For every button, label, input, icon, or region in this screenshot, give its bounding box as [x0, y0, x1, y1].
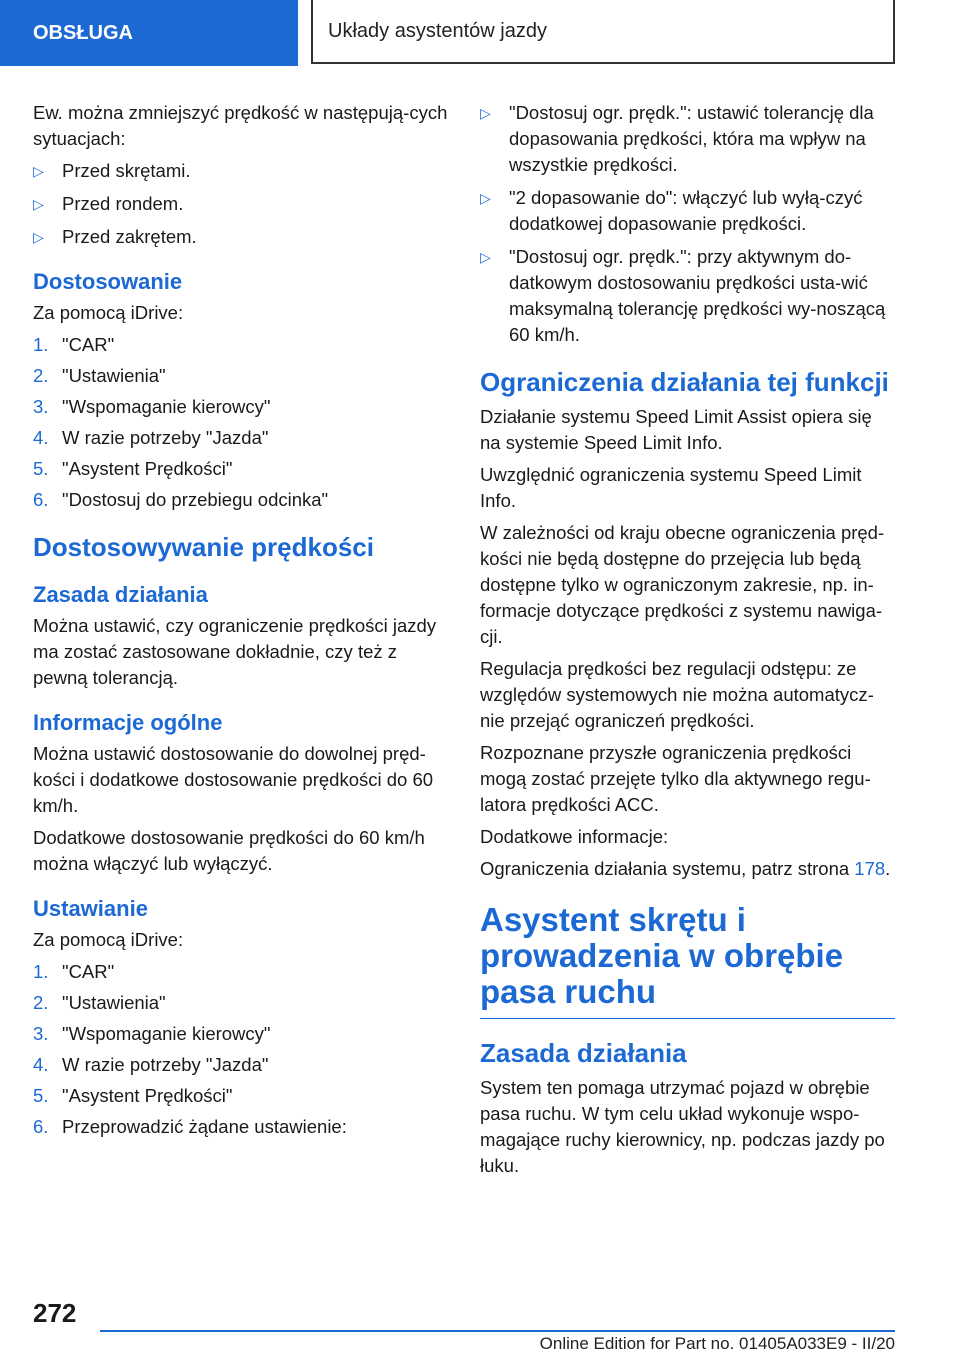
- edition-note: Online Edition for Part no. 01405A033E9 - II/20: [539, 1334, 895, 1353]
- list-item: ▷ "Dostosuj ogr. prędk.": przy aktywnym do-datkowym dostosowaniu prędkości usta-wić maksymalną tolerancję prędkości wy-noszącą 60 km/h.: [480, 246, 886, 345]
- chapter-tab[interactable]: Układy asystentów jazdy: [311, 0, 895, 64]
- paragraph: Działanie systemu Speed Limit Assist opiera się na systemie Speed Limit Info.: [480, 406, 872, 453]
- paragraph: System ten pomaga utrzymać pojazd w obrębie pasa ruchu. W tym celu układ wykonuje wspo-magające ruchy kierownicy, np. podczas jazdy po łuku.: [480, 1077, 885, 1176]
- heading-informacje-ogolne: Informacje ogólne: [33, 710, 223, 735]
- page-header: [0, 0, 960, 66]
- cross-reference: Ograniczenia działania systemu, patrz strona 178.: [480, 858, 891, 879]
- list-item: 6. Przeprowadzić żądane ustawienie:: [33, 1116, 347, 1137]
- paragraph: Rozpoznane przyszłe ograniczenia prędkości mogą zostać przejęte tylko dla aktywnego regu-latora prędkości ACC.: [480, 742, 871, 815]
- list-item: ▷ Przed skrętami.: [33, 158, 448, 184]
- heading-limitations: Ograniczenia działania tej funkcji: [480, 367, 889, 397]
- page-link[interactable]: 178: [854, 858, 886, 879]
- options-list: [480, 100, 895, 348]
- heading-lane-assistant: Asystent skrętu i prowadzenia w obrębie pasa ruchu: [480, 902, 895, 1019]
- footer-divider: [100, 1330, 895, 1332]
- list-item: 1. "CAR": [33, 961, 115, 982]
- list-item: 4. W razie potrzeby "Jazda": [33, 1054, 269, 1075]
- list-item: ▷ "2 dopasowanie do": włączyć lub wyłą-czyć dodatkowej dopasowanie prędkości.: [480, 187, 863, 234]
- list-item: 2. "Ustawienia": [33, 992, 166, 1013]
- paragraph: Uwzględnić ograniczenia systemu Speed Limit Info.: [480, 464, 862, 511]
- triangle-bullet-icon: ▷: [33, 229, 44, 245]
- idrive-intro: Za pomocą iDrive:: [33, 302, 184, 323]
- page-number: 272: [33, 1298, 77, 1328]
- heading-zasada-dzialania: Zasada działania: [33, 582, 208, 607]
- list-item: 3. "Wspomaganie kierowcy": [33, 396, 271, 417]
- triangle-bullet-icon: ▷: [33, 196, 44, 212]
- list-item: 5. "Asystent Prędkości": [33, 458, 233, 479]
- left-column: [33, 100, 448, 1148]
- intro-paragraph: Ew. można zmniejszyć prędkość w następują-cych sytuacjach:: [33, 102, 448, 149]
- paragraph: Dodatkowe informacje:: [480, 826, 669, 847]
- list-item: 1. "CAR": [33, 334, 115, 355]
- zasada-paragraph: Można ustawić, czy ograniczenie prędkości jazdy ma zostać zastosowane dokładnie, czy też z pewną tolerancją.: [33, 615, 437, 688]
- heading-dostosowanie: Dostosowanie: [33, 269, 183, 294]
- triangle-bullet-icon: ▷: [480, 249, 491, 265]
- right-column: [480, 100, 895, 1185]
- triangle-bullet-icon: ▷: [480, 190, 491, 206]
- idrive-intro: Za pomocą iDrive:: [33, 929, 184, 950]
- heading-speed-adjustment: Dostosowywanie prędkości: [33, 532, 374, 562]
- steps-list-2: [33, 959, 448, 1140]
- section-tab[interactable]: OBSŁUGA: [0, 0, 298, 66]
- heading-zasada-dzialania-2: Zasada działania: [480, 1038, 687, 1068]
- list-item: ▷ "Dostosuj ogr. prędk.": ustawić tolerancję dla dopasowania prędkości, która ma wpływ na wszystkie prędkości.: [480, 102, 874, 175]
- list-item: ▷ Przed rondem.: [33, 191, 448, 217]
- list-item: 3. "Wspomaganie kierowcy": [33, 1023, 271, 1044]
- list-item: ▷ Przed zakrętem.: [33, 224, 448, 250]
- steps-list-1: [33, 332, 448, 513]
- situations-list: [33, 158, 448, 250]
- triangle-bullet-icon: ▷: [480, 105, 491, 121]
- list-item: 6. "Dostosuj do przebiegu odcinka": [33, 489, 329, 510]
- info-paragraph-2: Dodatkowe dostosowanie prędkości do 60 km/h można włączyć lub wyłączyć.: [33, 827, 425, 874]
- info-paragraph-1: Można ustawić dostosowanie do dowolnej pręd-kości i dodatkowe dostosowanie prędkości do 60 km/h.: [33, 743, 434, 816]
- paragraph: Regulacja prędkości bez regulacji odstępu: ze względów systemowych nie można automatycz-nie przejąć ograniczeń prędkości.: [480, 658, 874, 731]
- list-item: 4. W razie potrzeby "Jazda": [33, 427, 269, 448]
- heading-ustawianie: Ustawianie: [33, 896, 148, 921]
- triangle-bullet-icon: ▷: [33, 163, 44, 179]
- list-item: 2. "Ustawienia": [33, 365, 166, 386]
- list-item: 5. "Asystent Prędkości": [33, 1085, 233, 1106]
- paragraph: W zależności od kraju obecne ograniczenia pręd-kości nie będą dostępne do przejęcia lub będą dostępne tylko w ograniczonym zakresie, np. in-formacje dotyczące prędkości z systemu nawiga-cji.: [480, 522, 885, 647]
